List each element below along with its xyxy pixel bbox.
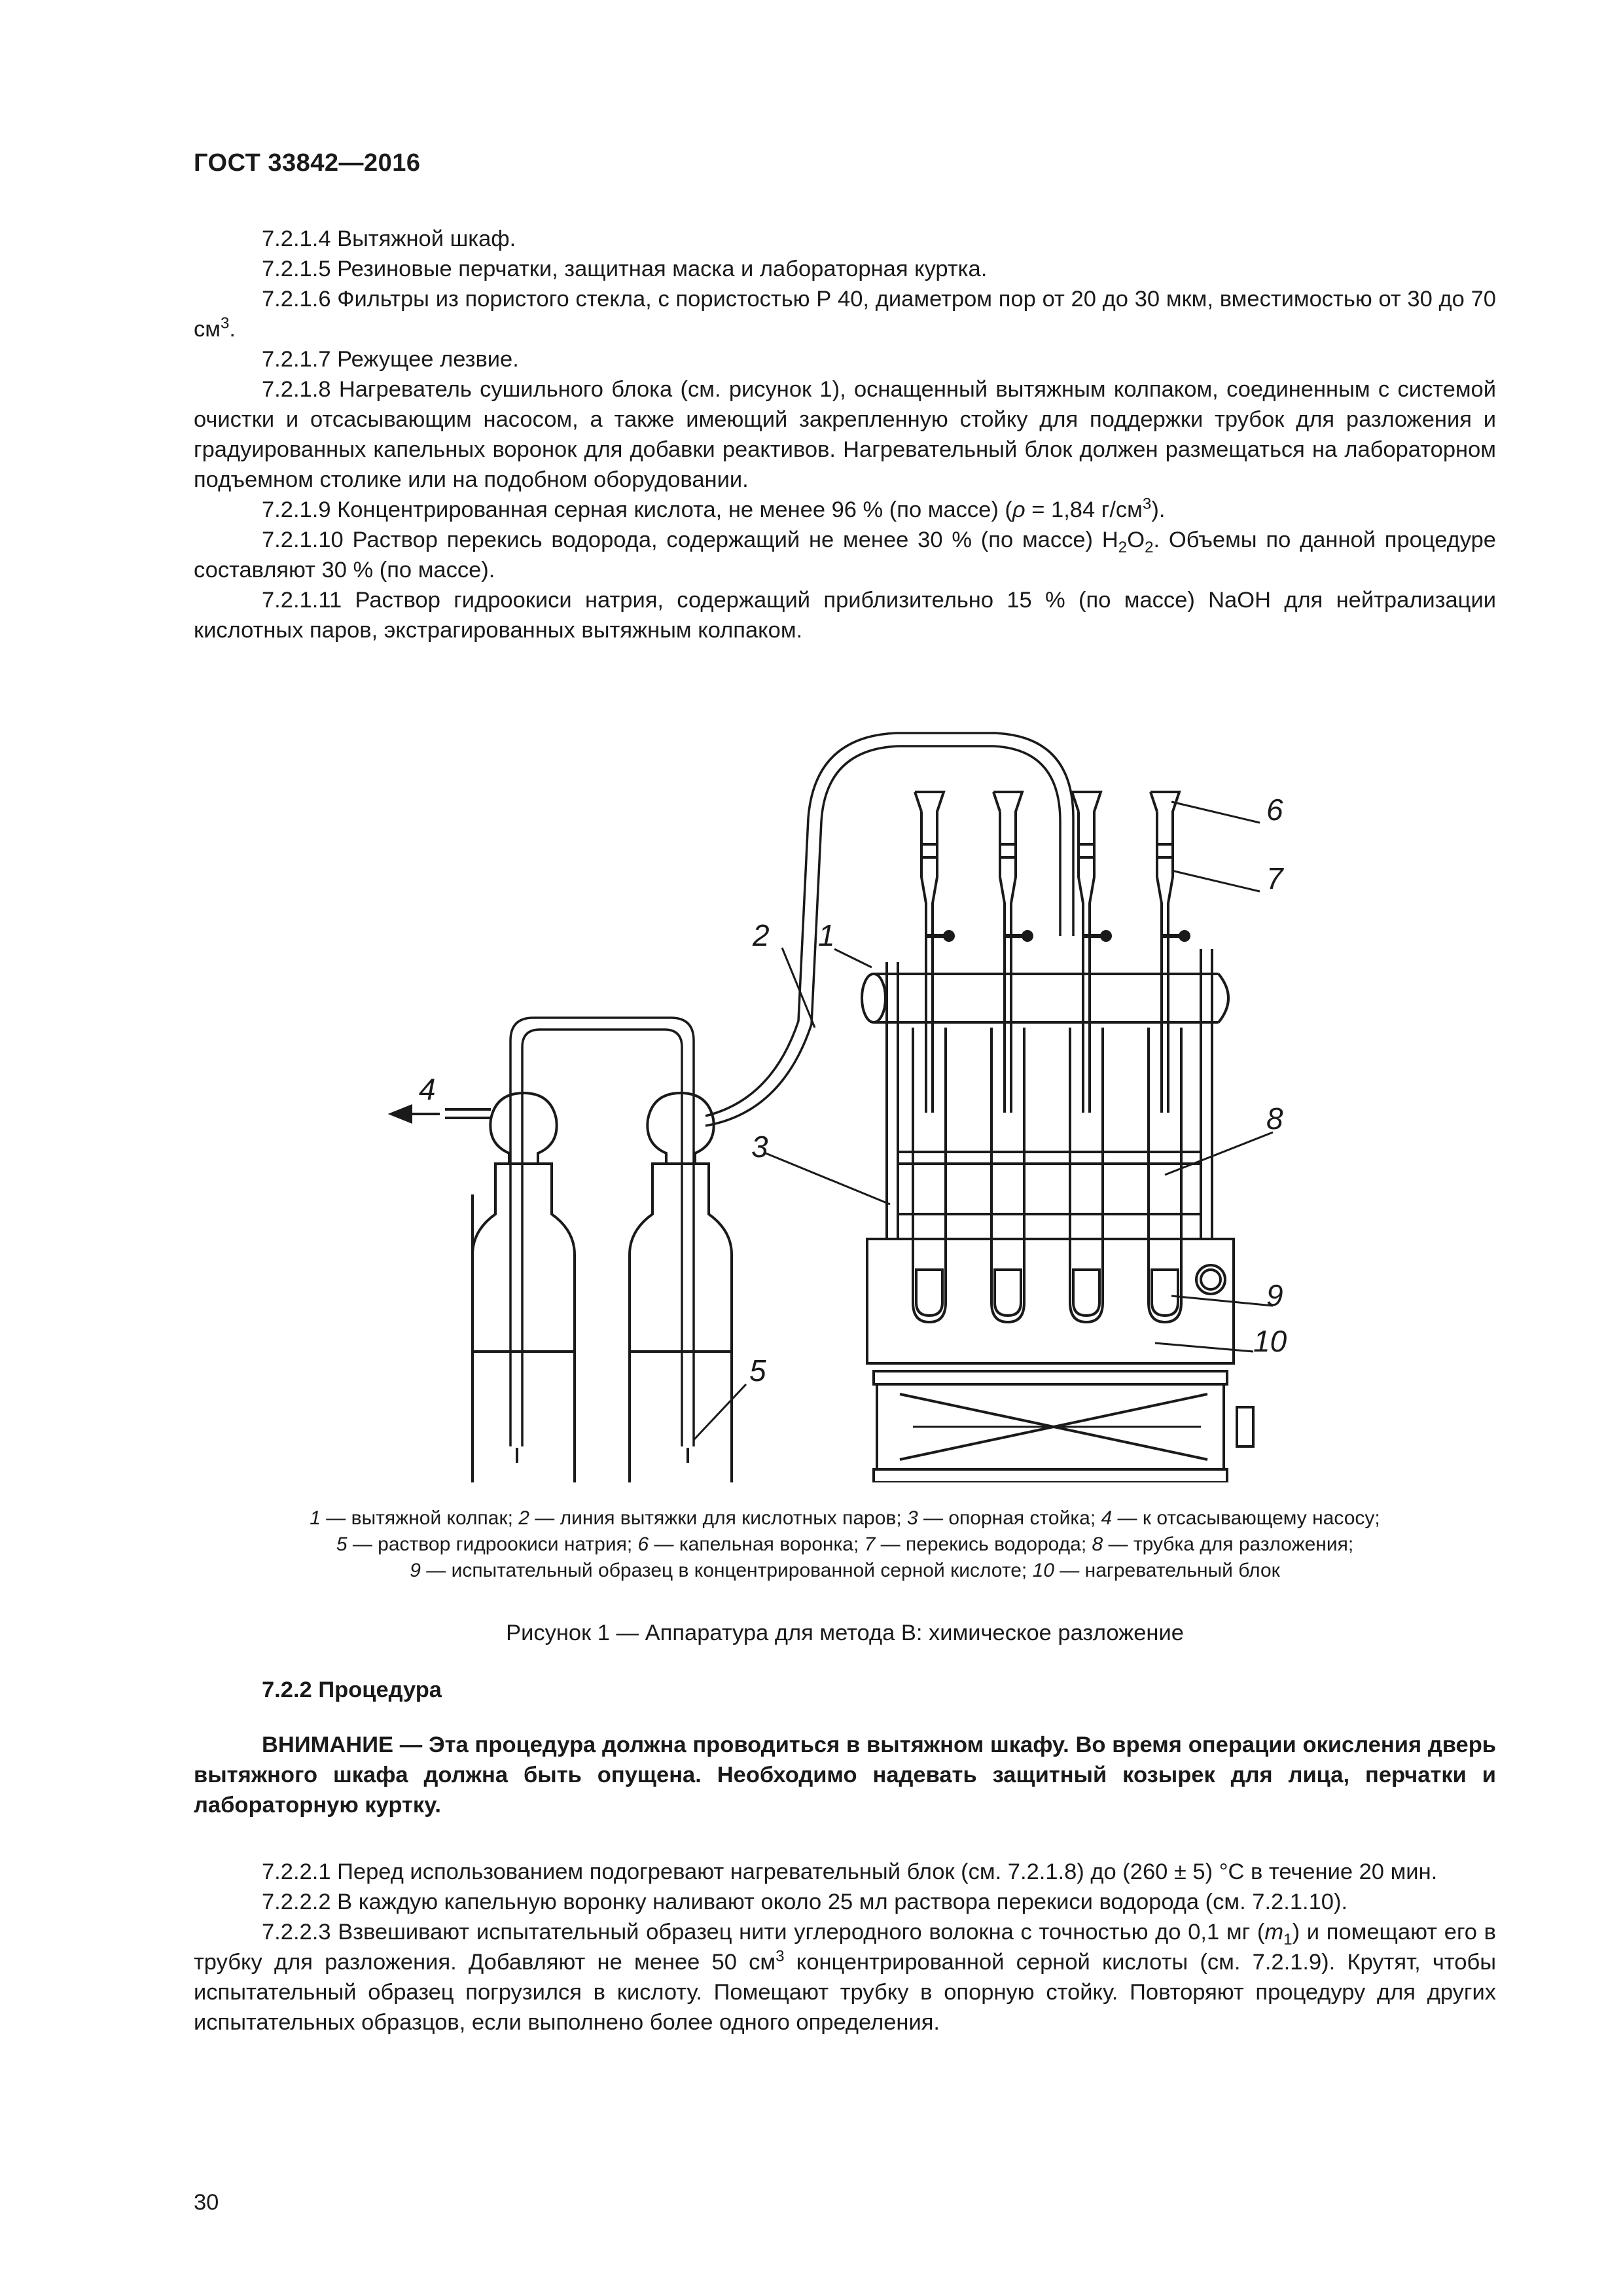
- warning-paragraph: ВНИМАНИЕ — Эта процедура должна проводиться в вытяжном шкафу. Во время операции окисления дверь вытяжного шкафа должна быть опущена. Необходимо надевать защитный козырек для лица, перчатки и лабораторную куртку.: [194, 1732, 1496, 1818]
- list-item: 7.2.2.3 Взвешивают испытательный образец нити углеродного волокна с точностью до 0,1 мг $(m_1)$ и помещают его в трубку для разложения. Добавляют не менее 50 $см^3$ концентрированной серной кислоты (см. 7.2.1.9). Крутят, чтобы испытательный образец погрузился в кислоту. Помещают трубку в опорную стойку. Повторяют процедуру для других испытательных образцов, если выполнено более одного определения.: [194, 1920, 1497, 2035]
- figure-label-1: 1: [818, 918, 835, 952]
- lab-jack: [874, 1371, 1253, 1482]
- list-item: 7.2.1.11 Раствор гидроокиси натрия, содержащий приблизительно 15 % (по массе) NaOH для нейтрализации кислотных паров, экстрагированных вытяжным колпаком.: [194, 588, 1496, 643]
- legend-line: 1 — вытяжной колпак; 2 — линия вытяжки для кислотных паров; 3 — опорная стойка; 4 — к отсасывающему насосу;: [310, 1507, 1380, 1529]
- list-item: 7.2.1.6 Фильтры из пористого стекла, с пористостью Р 40, диаметром пор от 20 до 30 мкм, вместимостью от 30 до 70 $см^3$.: [194, 287, 1496, 342]
- fume-hood: [862, 974, 1228, 1022]
- procedure-list: [194, 1857, 1496, 2037]
- document-header: ГОСТ 33842—2016: [194, 149, 421, 177]
- absorber-bottle-right: [630, 1093, 732, 1482]
- list-item: 7.2.1.10 Раствор перекись водорода, содержащий не менее 30 % (по массе) $H_2O_2$. Объемы по данной процедуре составляют 30 % (по массе).: [194, 528, 1496, 583]
- figure-label-9: 9: [1266, 1278, 1283, 1312]
- figure-label-5: 5: [749, 1354, 766, 1388]
- figure-label-8: 8: [1266, 1102, 1283, 1136]
- figure-label-10: 10: [1253, 1324, 1287, 1358]
- figure-legend: [194, 1505, 1496, 1584]
- list-item: 7.2.1.9 Концентрированная серная кислота, не менее 96 % (по массе) (ρ = 1,84 $г/см^3$).: [262, 495, 1166, 522]
- figure-label-3: 3: [751, 1130, 768, 1164]
- list-item: 7.2.1.7 Режущее лезвие.: [262, 347, 519, 372]
- legend-line: 5 — раствор гидроокиси натрия; 6 — капельная воронка; 7 — перекись водорода; 8 — трубка для разложения;: [336, 1534, 1354, 1555]
- section-title: 7.2.2 Процедура: [262, 1677, 442, 1702]
- apparatus-diagram: [366, 730, 1322, 1482]
- figure-label-7: 7: [1266, 861, 1283, 895]
- absorber-bottle-left: [473, 1093, 575, 1482]
- figure-label-6: 6: [1266, 793, 1283, 827]
- figure-caption: Рисунок 1 — Аппаратура для метода В: химическое разложение: [506, 1621, 1184, 1645]
- requirements-list: [194, 224, 1496, 645]
- list-item: 7.2.1.5 Резиновые перчатки, защитная маска и лабораторная куртка.: [262, 257, 988, 281]
- digestion-tubes: [913, 1028, 1181, 1322]
- list-item: 7.2.1.8 Нагреватель сушильного блока (см. рисунок 1), оснащенный вытяжным колпаком, соединенным с системой очистки и отсасывающим насосом, а также имеющий закрепленную стойку для поддержки трубок для разложения и градуированных капельных воронок для добавки реактивов. Нагревательный блок должен размещаться на лабораторном подъемном столике или на подобном оборудовании.: [194, 377, 1496, 492]
- figure-label-4: 4: [419, 1072, 436, 1106]
- leader-lines: [694, 802, 1273, 1440]
- list-item: 7.2.2.2 В каждую капельную воронку наливают около 25 мл раствора перекиси водорода (см. 7.2.1.10).: [262, 1890, 1348, 1914]
- list-item: 7.2.2.1 Перед использованием подогревают нагревательный блок (см. 7.2.1.8) до (260 ± 5) °С в течение 20 мин.: [262, 1859, 1438, 1884]
- page-number: 30: [194, 2190, 219, 2215]
- support-stand: [887, 949, 1212, 1239]
- figure-label-2: 2: [753, 918, 770, 952]
- apparatus-figure: [366, 730, 1322, 1482]
- legend-line: 9 — испытательный образец в концентрированной серной кислоте; 10 — нагревательный блок: [410, 1560, 1280, 1581]
- list-item: 7.2.1.4 Вытяжной шкаф.: [262, 226, 516, 251]
